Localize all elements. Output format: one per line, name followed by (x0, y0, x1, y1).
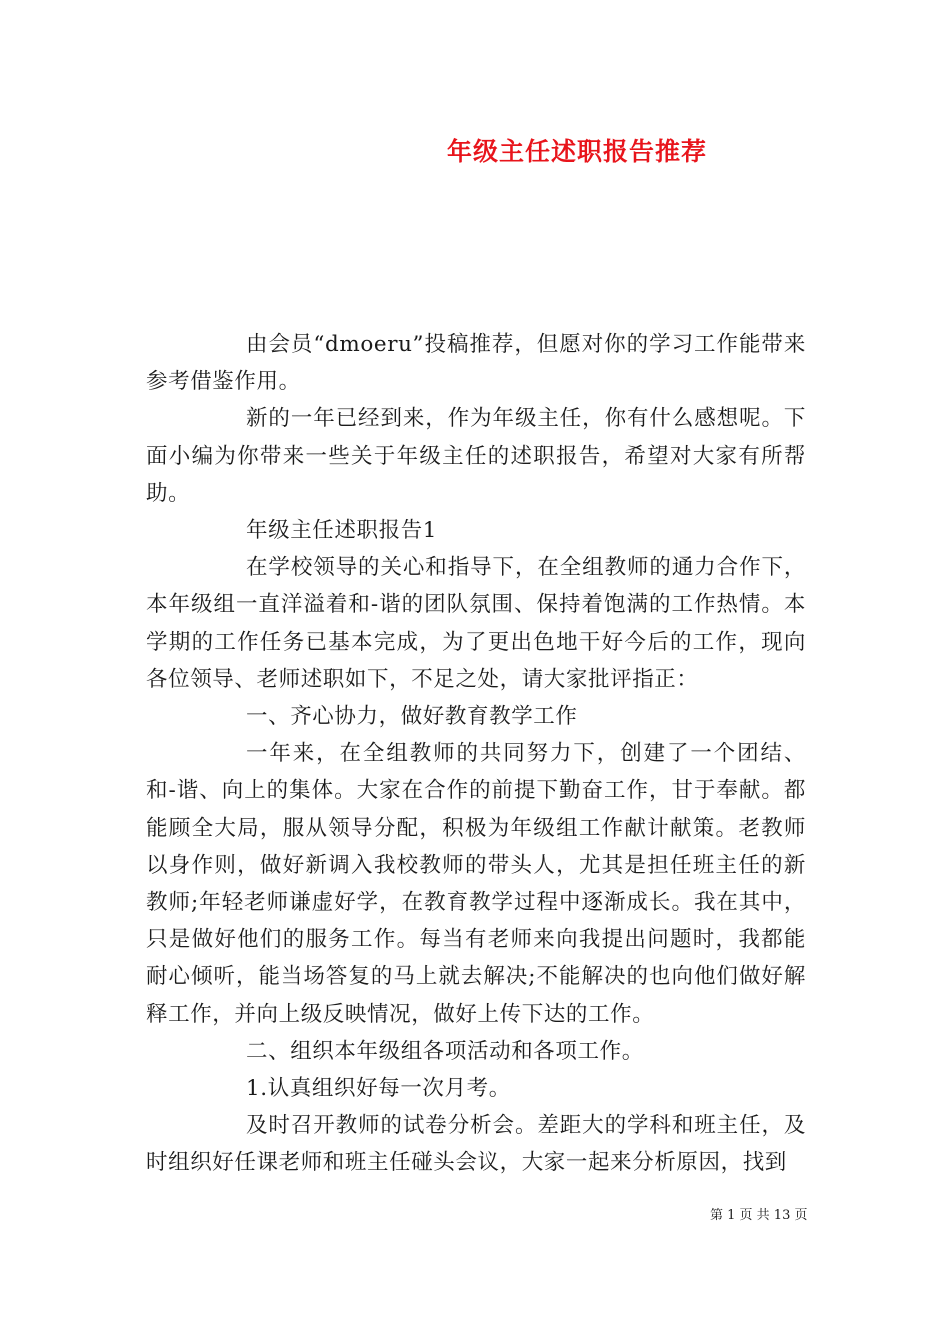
paragraph-preface: 新的一年已经到来，作为年级主任，你有什么感想呢。下面小编为你带来一些关于年级主任的述职报告，希望对大家有所帮助。 (146, 406, 806, 506)
paragraph-intro: 由会员“dmoeru”投稿推荐，但愿对你的学习工作能带来参考借鉴作用。 (146, 332, 806, 395)
paragraph-opening: 在学校领导的关心和指导下，在全组教师的通力合作下，本年级组一直洋溢着和-谐的团队氛围、保持着饱满的工作热情。本学期的工作任务已基本完成，为了更出色地干好今后的工作，现向各位领导、老师述职如下，不足之处，请大家批评指正： (146, 555, 806, 692)
paragraph-exam-analysis: 及时召开教师的试卷分析会。差距大的学科和班主任，及时组织好任课老师和班主任碰头会议，大家一起来分析原因，找到 (146, 1113, 806, 1176)
paragraph-teamwork: 一年来，在全组教师的共同努力下，创建了一个团结、和-谐、向上的集体。大家在合作的前提下勤奋工作，甘于奉献。都能顾全大局，服从领导分配，积极为年级组工作献计献策。老教师以身作则，做好新调入我校教师的带头人，尤其是担任班主任的新教师;年轻老师谦虚好学，在教育教学过程中逐渐成长。我在其中，只是做好他们的服务工作。每当有老师来向我提出问题时，我都能耐心倾听，能当场答复的马上就去解决;不能解决的也向他们做好解释工作，并向上级反映情况，做好上传下达的工作。 (146, 741, 806, 1027)
section-heading-report-1: 年级主任述职报告1 (246, 518, 438, 544)
section-heading-two: 二、组织本年级组各项活动和各项工作。 (246, 1038, 644, 1064)
subheading-monthly-exam: 1.认真组织好每一次月考。 (246, 1076, 511, 1102)
document-title: 年级主任述职报告推荐 (447, 137, 708, 166)
document-body (146, 326, 806, 1182)
page-number-footer: 第 1 页 共 13 页 (710, 1208, 808, 1223)
section-heading-one: 一、齐心协力，做好教育教学工作 (246, 704, 578, 730)
